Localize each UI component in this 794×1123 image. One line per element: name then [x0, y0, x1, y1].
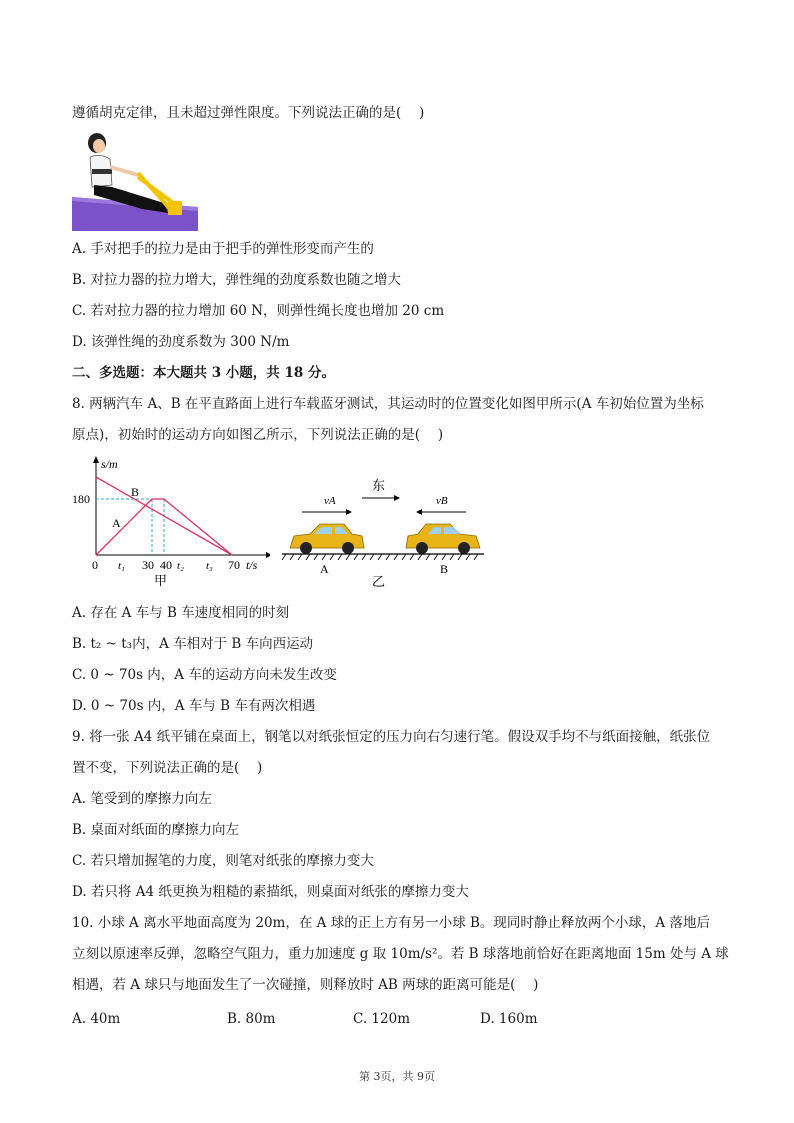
q7-option-b: B. 对拉力器的拉力增大，弹性绳的劲度系数也随之增大 [72, 272, 402, 288]
q9-stem-line-1: 9. 将一张 A4 纸平铺在桌面上，钢笔以对纸张恒定的压力向右匀速行笔。假设双手均不与纸面接触，纸张位 [72, 729, 711, 745]
q9-option-b: B. 桌面对纸面的摩擦力向左 [72, 822, 240, 838]
velocity-label-a: vA [324, 495, 336, 507]
graph-label-a: A [112, 516, 121, 530]
q10-option-a: A. 40m [72, 1011, 121, 1027]
question-7-stem-tail: 遵循胡克定律，且未超过弹性限度。下列说法正确的是( ) [72, 105, 425, 121]
graph-x-tick-40: 40 [160, 558, 172, 572]
q10-option-c: C. 120m [353, 1011, 410, 1027]
q7-option-c: C. 若对拉力器的拉力增加 60 N，则弹性绳长度也增加 20 cm [72, 303, 445, 319]
q8-option-b: B. t₂ ~ t₃内，A 车相对于 B 车向西运动 [72, 636, 314, 652]
page-footer: 第 3页，共 9页 [359, 1070, 435, 1083]
q9-stem-line-2: 置不变，下列说法正确的是( ) [72, 760, 263, 776]
cars-caption: 乙 [372, 574, 386, 589]
car-label-b: B [440, 562, 449, 576]
q8-option-a: A. 存在 A 车与 B 车速度相同的时刻 [72, 605, 290, 621]
graph-x-tick-0: 0 [92, 558, 98, 572]
cars-diagram [280, 472, 485, 598]
graph-xlabel: t/s [246, 558, 258, 572]
car-label-a: A [320, 562, 329, 576]
section-heading-multiple-choice: 二、多选题：本大题共 3 小题，共 18 分。 [72, 365, 335, 381]
direction-label-east: 东 [372, 478, 386, 493]
q8-stem-line-2: 原点)，初始时的运动方向如图乙所示，下列说法正确的是( ) [72, 427, 444, 443]
q8-stem-line-1: 8. 两辆汽车 A、B 在平直路面上进行车载蓝牙测试，其运动时的位置变化如图甲所示(A 车初始位置为坐标 [72, 396, 704, 412]
q9-option-a: A. 笔受到的摩擦力向左 [72, 791, 212, 807]
q7-option-d: D. 该弹性绳的劲度系数为 300 N/m [72, 334, 290, 350]
q7-option-a: A. 手对把手的拉力是由于把手的弹性形变而产生的 [72, 241, 374, 257]
graph-y-tick-180: 180 [72, 492, 90, 506]
q10-option-b: B. 80m [227, 1011, 276, 1027]
position-time-graph [70, 455, 270, 605]
q10-stem-line-2: 立刻以原速率反弹，忽略空气阻力，重力加速度 g 取 10m/s²。若 B 球落地前恰好在距离地面 15m 处与 A 球 [72, 946, 729, 962]
graph-x-tick-70: 70 [228, 558, 240, 572]
graph-ylabel: s/m [101, 457, 118, 471]
q10-option-d: D. 160m [480, 1011, 538, 1027]
q8-option-c: C. 0 ~ 70s 内，A 车的运动方向未发生改变 [72, 667, 337, 683]
q10-stem-line-1: 10. 小球 A 离水平地面高度为 20m，在 A 球的正上方有另一小球 B。现同时静止释放两个小球，A 落地后 [72, 915, 710, 931]
q9-option-d: D. 若只将 A4 纸更换为粗糙的素描纸，则桌面对纸张的摩擦力变大 [72, 884, 469, 900]
velocity-label-b: vB [436, 495, 448, 507]
graph-label-b: B [131, 485, 140, 499]
graph-x-tick-t1: t₁ [118, 560, 125, 572]
q8-option-d: D. 0 ~ 70s 内，A 车与 B 车有两次相遇 [72, 698, 316, 714]
graph-x-tick-t2: t₂ [177, 560, 184, 572]
graph-x-tick-30: 30 [142, 558, 154, 572]
graph-x-tick-t3: t₃ [206, 560, 213, 572]
q10-stem-line-3: 相遇，若 A 球只与地面发生了一次碰撞，则释放时 AB 两球的距离可能是( ) [72, 977, 539, 993]
q9-option-c: C. 若只增加握笔的力度，则笔对纸张的摩擦力变大 [72, 853, 374, 869]
resistance-band-photo [72, 129, 198, 231]
graph-caption: 甲 [154, 573, 168, 588]
